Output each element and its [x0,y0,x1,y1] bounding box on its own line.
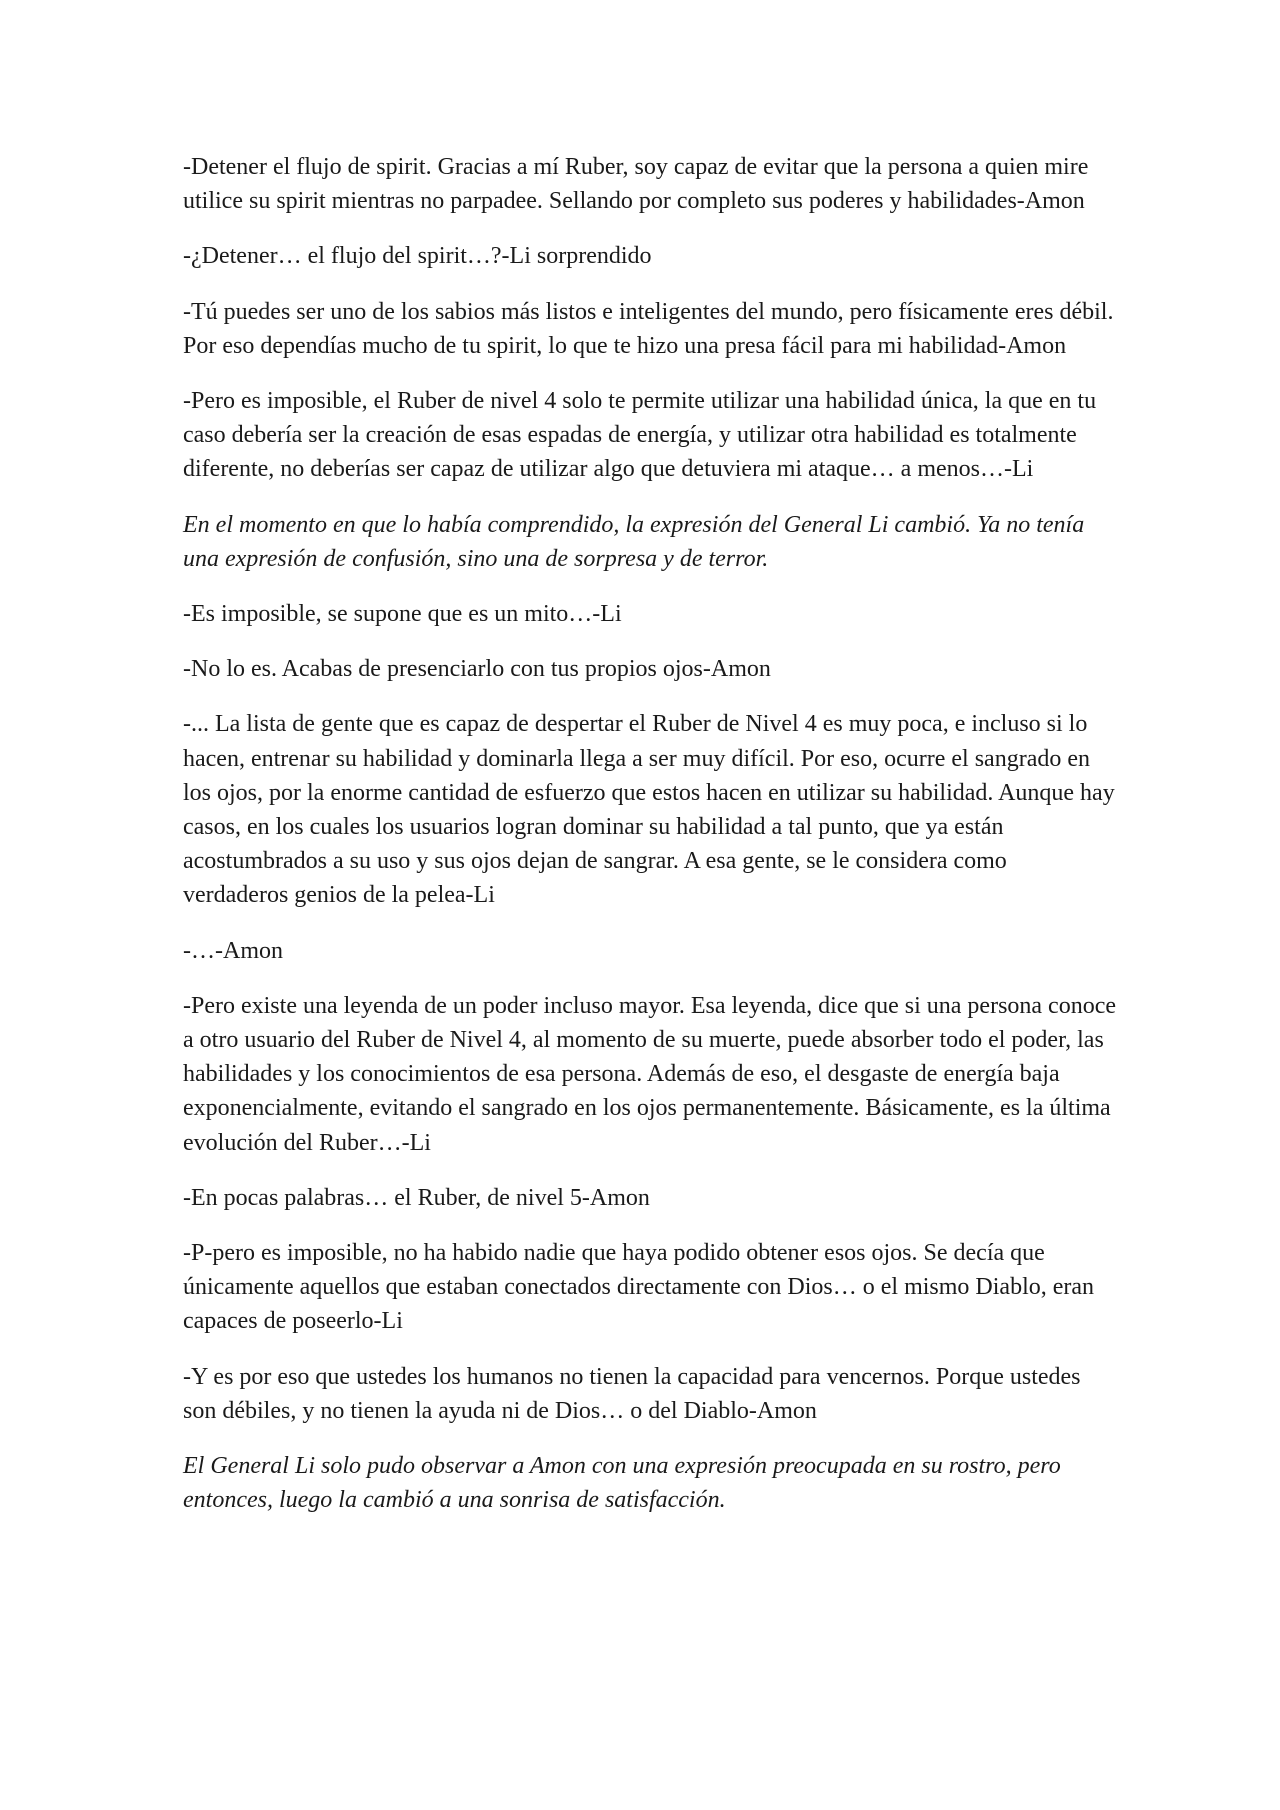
paragraph: -Pero es imposible, el Ruber de nivel 4 solo te permite utilizar una habilidad única, la que en tu caso debería ser la creación de esas espadas de energía, y utilizar otra habilidad es totalmente diferente, no deberías ser capaz de utilizar algo que detuviera mi ataque… a menos…-Li [183,388,1097,483]
paragraph: -... La lista de gente que es capaz de despertar el Ruber de Nivel 4 es muy poca, e incluso si lo hacen, entrenar su habilidad y dominarla llega a ser muy difícil. Por eso, ocurre el sangrado en los ojos, por la enorme cantidad de esfuerzo que estos hacen en utilizar su habilidad. Aunque hay casos, en los cuales los usuarios logran dominar su habilidad a tal punto, que ya están acostumbrados a su uso y sus ojos dejan de sangrar. A esa gente, se le considera como verdaderos genios de la pelea-Li [183,711,1115,909]
paragraph: -Tú puedes ser uno de los sabios más listos e inteligentes del mundo, pero físicamente eres débil. Por eso dependías mucho de tu spirit, lo que te hizo una presa fácil para mi habilidad-Amon [183,298,1114,359]
paragraph: -Y es por eso que ustedes los humanos no tienen la capacidad para vencernos. Porque ustedes son débiles, y no tienen la ayuda ni de Dios… o del Diablo-Amon [183,1363,1081,1424]
paragraph: -Pero existe una leyenda de un poder incluso mayor. Esa leyenda, dice que si una persona conoce a otro usuario del Ruber de Nivel 4, al momento de su muerte, puede absorber todo el poder, las habilidades y los conocimientos de esa persona. Además de eso, el desgaste de energía baja exponencialmente, evitando el sangrado en los ojos permanentemente. Básicamente, es la última evolución del Ruber…-Li [183,992,1117,1156]
paragraph: -¿Detener… el flujo del spirit…?-Li sorprendido [183,243,652,270]
document-page [183,150,1118,1539]
narration-paragraph: El General Li solo pudo observar a Amon con una expresión preocupada en su rostro, pero entonces, luego la cambió a una sonrisa de satisfacción. [183,1453,1061,1514]
paragraph: -…-Amon [183,937,283,964]
paragraph: -Detener el flujo de spirit. Gracias a mí Ruber, soy capaz de evitar que la persona a quien mire utilice su spirit mientras no parpadee. Sellando por completo sus poderes y habilidades-Amon [183,154,1089,215]
narration-paragraph: En el momento en que lo había comprendido, la expresión del General Li cambió. Ya no tenía una expresión de confusión, sino una de sorpresa y de terror. [183,511,1085,572]
paragraph: -P-pero es imposible, no ha habido nadie que haya podido obtener esos ojos. Se decía que únicamente aquellos que estaban conectados directamente con Dios… o el mismo Diablo, eran capaces de poseerlo-Li [183,1240,1095,1335]
paragraph: -Es imposible, se supone que es un mito…-Li [183,601,622,628]
paragraph: -En pocas palabras… el Ruber, de nivel 5-Amon [183,1184,650,1211]
paragraph: -No lo es. Acabas de presenciarlo con tus propios ojos-Amon [183,656,771,683]
